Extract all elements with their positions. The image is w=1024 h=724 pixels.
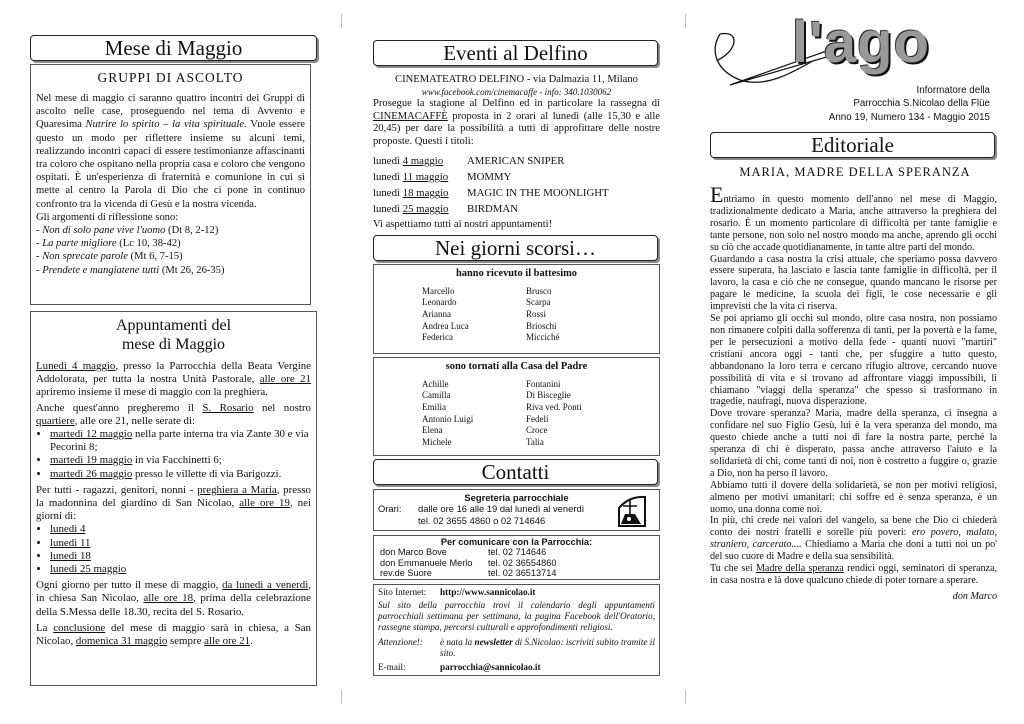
rosario-list bbox=[36, 428, 311, 481]
contact-phone: tel. 02 36513714 bbox=[488, 568, 557, 578]
text: Tu che sei bbox=[710, 563, 756, 575]
argomento-ref: (Mt 6, 7-15) bbox=[127, 251, 183, 263]
argomento-ref: (Dt 8, 2-12) bbox=[165, 225, 219, 237]
attenzione-row bbox=[378, 637, 655, 659]
time-highlight: alle ore 21 bbox=[259, 373, 311, 386]
text: , presso la Parrocchia della Beata Vergine Addolorata, per tutta la nostra Unità Pastorale, bbox=[36, 360, 311, 386]
text: del mese di maggio sarà in chiesa, a San Nicolao, bbox=[36, 621, 311, 648]
film-title: AMERICAN SNIPER bbox=[467, 154, 565, 167]
phone-line: tel. 02 3655 4860 o 02 714646 bbox=[418, 514, 546, 526]
highlight: quartiere bbox=[36, 414, 75, 427]
info-line: Informatore della bbox=[916, 85, 990, 96]
last-name: Talia bbox=[526, 436, 544, 447]
contact-name: don Emmanuele Merlo bbox=[380, 557, 473, 568]
highlight: S. Rosario bbox=[202, 401, 254, 414]
comunicare-box bbox=[373, 535, 660, 580]
church-icon bbox=[615, 494, 651, 528]
cinema-end: Vi aspettiamo tutti ai nostri appuntamenti! bbox=[373, 218, 553, 230]
date-highlight: lunedì 4 bbox=[50, 523, 86, 536]
date: 25 maggio bbox=[402, 202, 449, 215]
first-name: Federica bbox=[422, 332, 453, 343]
orari-label: Orari: bbox=[378, 503, 402, 515]
day-item bbox=[50, 550, 311, 563]
first-name: Emilia bbox=[422, 401, 446, 412]
date-highlight: lunedì 25 maggio bbox=[50, 563, 127, 576]
text: nella parte interna tra via Zante 30 e via Pecorini 8; bbox=[50, 428, 309, 454]
attenzione-label: Attenzione!: bbox=[378, 636, 423, 647]
film-item bbox=[373, 169, 660, 185]
nei-giorni-scorsi-title: Nei giorni scorsi… bbox=[373, 235, 658, 261]
first-name: Andrea Luca bbox=[422, 320, 469, 331]
last-name: Fontanini bbox=[526, 378, 561, 389]
text: , prima della celebrazione della S.Messa delle 18.30, recita del S. Rosario. bbox=[36, 592, 312, 618]
battesimo-list bbox=[422, 286, 659, 344]
argomento-title: Non sprecate parole bbox=[42, 251, 128, 263]
fold-mark bbox=[685, 14, 686, 28]
first-name: Arianna bbox=[422, 308, 451, 319]
fold-mark bbox=[685, 690, 686, 704]
padre-title: sono tornati alla Casa del Padre bbox=[445, 360, 588, 372]
date-highlight: martedì 12 maggio bbox=[50, 428, 133, 441]
argomento-title: Non di solo pane vive l'uomo bbox=[42, 225, 166, 237]
masthead bbox=[710, 0, 1000, 128]
editoriale-p2: Guardando a casa nostra la crisi attuale, che speriamo possa davvero essere superata, ha lasciato e lascia tante famiglie in difficoltà, per il lavoro, la casa e ciò che ne consegue, quando mancano le risorse per pagare le medicine, la scuola dei figli, le cose necessarie e gli imprevisti che la vita ci riserva. bbox=[710, 253, 997, 313]
sito-link[interactable]: http://www.sannicolao.it bbox=[440, 586, 536, 597]
text: Chiediamo a Maria che doni a tutti noi un po' del suo cuore di Madre e della sua sensibilità. bbox=[710, 539, 997, 563]
editoriale-p5: Abbiamo tutti il dovere della solidarietà, se non per motivi religiosi, almeno per motivi umanitari: chi soffre ed è senza speranza, è un uomo, una donna come noi. bbox=[710, 479, 997, 515]
cinema-paragraph bbox=[373, 98, 660, 149]
text: apriremo insieme il mese di maggio con la preghiera. bbox=[36, 386, 268, 399]
film-item bbox=[373, 185, 660, 201]
mese-di-maggio-title: Mese di Maggio bbox=[30, 35, 317, 61]
first-name: Marcello bbox=[422, 285, 455, 296]
rosario-item bbox=[50, 428, 311, 454]
editoriale-p1 bbox=[710, 182, 997, 254]
text: , alle ore 21, nelle serate di: bbox=[74, 414, 196, 427]
film-date bbox=[373, 169, 467, 185]
appuntamenti-p4 bbox=[36, 579, 311, 619]
cinema-web: www.facebook.com/cinemacaffe - info: 340.1030062 bbox=[421, 86, 612, 97]
text: lunedì bbox=[373, 170, 403, 183]
left-column bbox=[25, 0, 317, 686]
last-name: Brusco bbox=[526, 285, 552, 296]
films-list bbox=[373, 153, 660, 217]
gruppi-di-ascolto-box bbox=[30, 64, 311, 305]
email-link[interactable]: parrocchia@sannicolao.it bbox=[440, 662, 541, 672]
masthead-info bbox=[829, 84, 990, 124]
gruppi-theme: Nutrire lo spirito – la vita spirituale. bbox=[85, 119, 247, 131]
date-highlight: martedì 19 maggio bbox=[50, 454, 133, 467]
appuntamenti-p5 bbox=[36, 622, 311, 648]
cinema-name: CINEMATEATRO DELFINO - via Dalmazia 11, Milano bbox=[395, 74, 638, 85]
text: , nei giorni di: bbox=[36, 497, 311, 523]
date-highlight: lunedì 11 bbox=[50, 536, 91, 549]
appuntamenti-title bbox=[36, 316, 311, 354]
editoriale-subtitle: MARIA, MADRE DELLA SPERANZA bbox=[739, 165, 971, 179]
text: sempre bbox=[167, 635, 205, 648]
orari-row bbox=[378, 503, 655, 526]
argomento-item: - Non sprecate parole (Mt 6, 7-15) bbox=[36, 251, 183, 263]
appuntamenti-p1 bbox=[36, 360, 311, 400]
sito-text: Sul sito della parrocchia trovi il calendario degli appuntamenti parrocchiali settimana per settimana, la pagina Facebook dell'Oratorio, rassegne stampa, percorsi culturali e approfondimenti religiosi. bbox=[378, 599, 655, 633]
quote: ero povero, malato, straniero, carcerato.... bbox=[710, 527, 997, 551]
date: 11 maggio bbox=[402, 170, 449, 183]
attenzione-text bbox=[440, 637, 655, 659]
text: In più, chi crede nei valori del vangelo, sa bene che Dio ci chiederà conto dei nostri fratelli e sorelle più poveri: bbox=[710, 515, 997, 539]
sito-row bbox=[378, 587, 655, 598]
first-name: Camilla bbox=[422, 390, 451, 401]
contact-row bbox=[380, 558, 653, 568]
appuntamenti-p3 bbox=[36, 484, 311, 524]
last-name: Croce bbox=[526, 425, 548, 436]
contact-name: rev.de Suore bbox=[380, 568, 432, 578]
text: Prosegue la stagione al Delfino ed in particolare la rassegna di bbox=[373, 97, 660, 109]
text: presso le villette di via Barigozzi. bbox=[132, 467, 282, 480]
highlight: preghiera a Maria bbox=[197, 483, 277, 496]
highlight: Madre della speranza bbox=[755, 563, 844, 575]
appuntamenti-box bbox=[30, 311, 317, 686]
last-name: Di Bisceglie bbox=[526, 390, 571, 401]
text: Ogni giorno per tutto il mese di maggio, bbox=[36, 579, 223, 592]
film-date bbox=[373, 185, 467, 201]
first-name: Michele bbox=[422, 436, 452, 447]
text: nel nostro bbox=[253, 401, 311, 414]
argomenti-intro: Gli argomenti di riflessione sono: bbox=[36, 211, 179, 223]
date-highlight: martedì 26 maggio bbox=[50, 467, 133, 480]
highlight: alle ore 18 bbox=[143, 592, 194, 605]
film-date bbox=[373, 201, 467, 217]
film-title: BIRDMAN bbox=[467, 202, 518, 215]
film-item bbox=[373, 153, 660, 169]
argomento-item: - La parte migliore (Lc 10, 38-42) bbox=[36, 238, 181, 250]
editoriale-p6 bbox=[710, 515, 997, 563]
text: ntriamo in questo momento dell'anno nel mese di Maggio, tradizionalmente dedicato a Maria, anche attraverso la preghiera del rosario. È un momento particolare di difficoltà per tante famiglie e tante persone, non solo nel nostro mondo ma anche, aprendo gli occhi su ciò che accade quotidianamente, in tante altre parti del mondo. bbox=[710, 194, 997, 253]
highlight: alle ore 21 bbox=[204, 635, 251, 648]
gruppi-text-2: Vuole essere questo un modo per riflettere insieme su alcuni temi, realizzando incontri capaci di essere testimonianze affascinanti tra coloro che ospitano nella propria casa e coloro che vengono ospitati. È un'esperienza di fraternità e comunione in cui si mette al centro la Parola di Dio che ci pone in continuo confronto tra la vicenda di Gesù e la nostra vicenda. bbox=[36, 119, 305, 210]
first-name: Elena bbox=[422, 425, 443, 436]
argomento-ref: (Lc 10, 38-42) bbox=[116, 238, 181, 250]
film-title: MOMMY bbox=[467, 170, 512, 183]
text: rendici oggi, seminatori di speranza, in casa nostra e là dove qualcuno chiede di poter tornare a sperare. bbox=[710, 563, 997, 586]
contact-name: don Marco Bove bbox=[380, 547, 447, 558]
first-name: Antonio Luigi bbox=[422, 413, 474, 424]
editoriale-body bbox=[710, 182, 997, 603]
text: La bbox=[36, 621, 54, 634]
editoriale-p4: Dove trovare speranza? Maria, madre della speranza, ci insegna a confidare nel suo Figlio Gesù, lui è la vera speranza del mondo, ma questo chiede anche a tutti noi di fare la nostra parte, perché la speranza di chi è disperato, passa anche attraverso l'aiuto e la solidarietà di chi, come tanti di noi, non è costretto a fuggire o, grazie a Dio, non ha perso il lavoro. bbox=[710, 408, 997, 479]
appuntamenti-title-line1: Appuntamenti del bbox=[115, 317, 232, 334]
gruppi-text: Nel mese di maggio ci saranno quattro incontri dei Gruppi di ascolto nelle case, proseguendo nel tema di Avvento e Quaresima bbox=[36, 93, 305, 131]
eventi-title: Eventi al Delfino bbox=[373, 40, 658, 66]
orari-line: dalle ore 16 alle 19 dal lunedì al venerdì bbox=[418, 503, 585, 515]
date-highlight: lunedì 18 bbox=[50, 549, 91, 562]
text: Anche quest'anno pregheremo il bbox=[36, 401, 203, 414]
text: proposta in 2 orari al lunedì (alle 15,30 e alle 20,45) per dare la possibilità a tutti di approfittare delle nostre proposte. Questi i titoli: bbox=[373, 110, 660, 148]
text: , presso la madonnina del giardino di San Nicolao, bbox=[36, 483, 311, 510]
text: , in chiesa San Nicolao, bbox=[36, 579, 311, 605]
last-name: Fedeli bbox=[526, 413, 549, 424]
gruppi-paragraph bbox=[36, 92, 305, 211]
argomento-title: La parte migliore bbox=[42, 238, 117, 250]
sito-box bbox=[373, 584, 660, 676]
editoriale-p7 bbox=[710, 563, 997, 587]
argomento-title: Prendete e mangiatene tutti bbox=[42, 264, 160, 276]
highlight: alle ore 19 bbox=[239, 497, 290, 510]
contatti-title: Contatti bbox=[373, 459, 658, 485]
film-item bbox=[373, 201, 660, 217]
email-label: E-mail: bbox=[378, 662, 406, 672]
cinema-section bbox=[373, 74, 660, 232]
padre-list bbox=[422, 379, 659, 449]
right-column bbox=[710, 0, 1000, 603]
newsletter-word: newsletter bbox=[474, 636, 513, 647]
email-row bbox=[378, 662, 655, 673]
signature: don Marco bbox=[952, 590, 997, 602]
first-name: Achille bbox=[422, 378, 449, 389]
battesimo-box bbox=[373, 264, 660, 354]
fold-mark bbox=[341, 14, 342, 28]
text: lunedì bbox=[373, 154, 403, 167]
dropcap: E bbox=[710, 182, 724, 207]
last-name: Scarpa bbox=[526, 297, 551, 308]
text: Per tutti - ragazzi, genitori, nonni - bbox=[36, 483, 198, 496]
segreteria-title: Segreteria parrocchiale bbox=[464, 491, 569, 503]
gruppi-heading: GRUPPI DI ASCOLTO bbox=[97, 70, 244, 85]
contact-row bbox=[380, 568, 653, 578]
highlight: domenica 31 maggio bbox=[75, 635, 168, 648]
day-item bbox=[50, 537, 311, 550]
day-item bbox=[50, 563, 311, 576]
battesimo-title: hanno ricevuto il battesimo bbox=[456, 267, 577, 279]
comunicare-title: Per comunicare con la Parrocchia: bbox=[440, 536, 593, 547]
film-title: MAGIC IN THE MOONLIGHT bbox=[467, 186, 609, 199]
film-date bbox=[373, 153, 467, 169]
maria-days-list bbox=[36, 523, 311, 576]
highlight: conclusione bbox=[53, 621, 106, 634]
segreteria-box bbox=[373, 489, 660, 531]
casa-del-padre-box bbox=[373, 357, 660, 456]
text: di S.Nicolao: iscriviti subito tramite il sito. bbox=[440, 636, 655, 658]
day-item bbox=[50, 523, 311, 536]
text: lunedì bbox=[373, 186, 403, 199]
fold-mark bbox=[341, 690, 342, 704]
argomenti-list bbox=[36, 224, 305, 277]
argomento-ref: (Mt 26, 26-35) bbox=[159, 264, 225, 276]
rosario-item bbox=[50, 468, 311, 481]
contact-row bbox=[380, 547, 653, 557]
text: è nata la bbox=[440, 636, 475, 647]
sito-label: Sito Internet: bbox=[378, 586, 427, 597]
argomento-item: - Prendete e mangiatene tutti (Mt 26, 26-35) bbox=[36, 264, 225, 276]
contact-phone: tel. 02 36554860 bbox=[488, 557, 557, 568]
highlight: da lunedì a venerdì bbox=[222, 579, 309, 592]
argomento-item: - Non di solo pane vive l'uomo (Dt 8, 2-12) bbox=[36, 225, 219, 237]
rosario-item bbox=[50, 454, 311, 467]
middle-column bbox=[373, 0, 660, 676]
text: in via Facchinetti 6; bbox=[132, 454, 222, 467]
editoriale-p3: Se poi apriamo gli occhi sul mondo, oltre casa nostra, non possiamo non rimanere colpiti dalla sofferenza di tanti, per la povertà e la fame, per le persecuzioni a motivo della fede - quanti nuovi "martiri" cristiani ancora oggi - tanti che, per sfuggire a tutto questo, abbandonano la loro terra e cercano rifugio altrove, cercando nuove possibilità di vita e si trovano ad affrontare viaggi impossibili, li chiamano "viaggi della speranza" che spesso si trasformano in tragedie, naufragi, nuova disperazione. bbox=[710, 313, 997, 408]
appuntamenti-title-line2: mese di Maggio bbox=[121, 336, 226, 353]
date: 18 maggio bbox=[402, 186, 449, 199]
contact-phone: tel. 02 714646 bbox=[488, 547, 547, 558]
first-name: Leonardo bbox=[422, 297, 457, 308]
logo-title: l'ago bbox=[792, 10, 931, 75]
text: . bbox=[250, 635, 253, 648]
last-name: Riva ved. Ponti bbox=[526, 401, 582, 412]
text: lunedì bbox=[373, 202, 403, 215]
editoriale-title: Editoriale bbox=[710, 132, 995, 158]
date-highlight: Lunedì 4 maggio bbox=[36, 360, 116, 372]
last-name: Rossi bbox=[526, 308, 547, 319]
date: 4 maggio bbox=[402, 154, 444, 167]
info-line: Parrocchia S.Nicolao della Flüe bbox=[853, 98, 990, 110]
cinemacaffe-highlight: CINEMACAFFÈ bbox=[373, 110, 448, 122]
last-name: Brioschi bbox=[526, 320, 557, 331]
last-name: Micciché bbox=[526, 332, 560, 343]
info-line: Anno 19, Numero 134 - Maggio 2015 bbox=[828, 111, 990, 123]
appuntamenti-p2 bbox=[36, 402, 311, 428]
